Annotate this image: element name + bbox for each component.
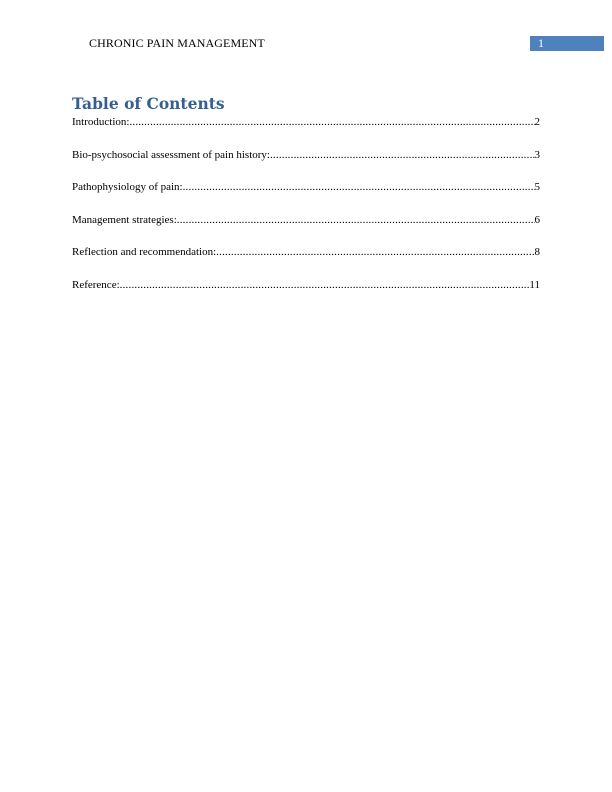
toc-entry-label: Bio-psychosocial assessment of pain history: bbox=[72, 148, 270, 161]
toc-entry-introduction[interactable] bbox=[72, 115, 540, 129]
toc-entry-label: Management strategies: bbox=[72, 213, 177, 226]
running-header-title: CHRONIC PAIN MANAGEMENT bbox=[89, 36, 265, 50]
toc-entry-page: 3 bbox=[534, 148, 540, 161]
page-number-badge bbox=[530, 36, 604, 51]
toc-entry-bio-psychosocial-assessment[interactable] bbox=[72, 148, 540, 162]
toc-entry-management-strategies[interactable] bbox=[72, 213, 540, 227]
dot-leader bbox=[177, 213, 535, 227]
toc-entry-label: Introduction: bbox=[72, 116, 130, 128]
toc-entry-reflection-recommendation[interactable] bbox=[72, 245, 540, 259]
toc-entry-page: 6 bbox=[534, 213, 540, 226]
page-number: 1 bbox=[538, 36, 544, 50]
toc-entry-page: 11 bbox=[529, 278, 540, 291]
toc-entry-page: 8 bbox=[534, 246, 540, 259]
dot-leader bbox=[270, 148, 535, 162]
toc-entry-pathophysiology[interactable] bbox=[72, 180, 540, 194]
toc-entry-page: 2 bbox=[534, 116, 540, 128]
toc-heading: Table of Contents bbox=[72, 94, 225, 113]
toc-list bbox=[72, 115, 540, 311]
dot-leader bbox=[216, 245, 534, 259]
dot-leader bbox=[129, 115, 534, 129]
toc-entry-label: Pathophysiology of pain: bbox=[72, 181, 183, 194]
dot-leader bbox=[120, 278, 530, 292]
toc-entry-label: Reference: bbox=[72, 278, 120, 291]
toc-entry-label: Reflection and recommendation: bbox=[72, 246, 217, 259]
toc-entry-page: 5 bbox=[534, 181, 540, 194]
dot-leader bbox=[183, 180, 535, 194]
toc-entry-reference[interactable] bbox=[72, 278, 540, 292]
